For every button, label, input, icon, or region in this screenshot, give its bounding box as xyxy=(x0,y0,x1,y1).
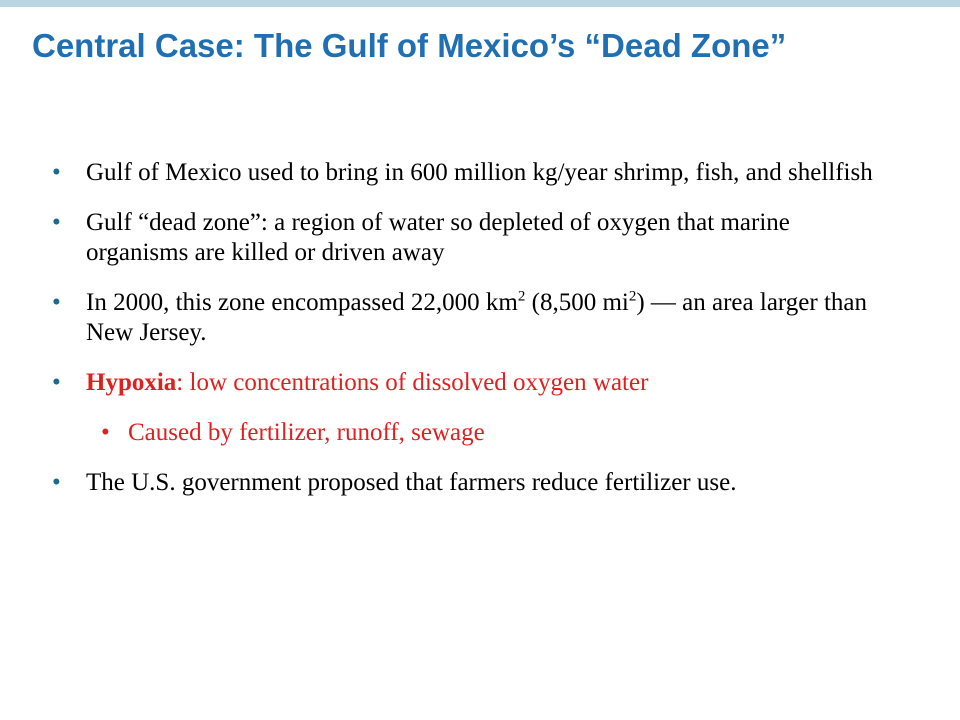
superscript: 2 xyxy=(517,288,526,305)
bullet-text: Gulf of Mexico used to bring in 600 million kg/year shrimp, fish, and shellfish xyxy=(86,159,873,186)
bullet-dot-icon: • xyxy=(101,419,110,446)
bullet-dot-icon: • xyxy=(52,159,61,186)
bullet-dead-zone-definition xyxy=(52,208,892,268)
bullet-text: : low concentrations of dissolved oxygen water xyxy=(176,369,649,396)
slide-title: Central Case: The Gulf of Mexico’s “Dead Zone” xyxy=(32,27,787,64)
bullet-shrimp-harvest xyxy=(52,158,892,188)
bullet-dot-icon: • xyxy=(52,469,61,496)
bullet-text: The U.S. government proposed that farmers reduce fertilizer use. xyxy=(86,469,737,496)
bullet-dot-icon: • xyxy=(52,289,61,316)
bullet-text-part: ) — an area larger than New Jersey. xyxy=(86,289,868,346)
bullet-text-part: (8,500 mi xyxy=(525,289,629,316)
bullet-text-part: In 2000, this zone encompassed 22,000 km xyxy=(86,289,518,316)
bullet-text: Caused by fertilizer, runoff, sewage xyxy=(128,419,485,446)
bullet-dot-icon: • xyxy=(52,209,61,236)
bullet-hypoxia xyxy=(52,368,892,398)
hypoxia-term: Hypoxia xyxy=(86,369,177,396)
bullet-dot-icon: • xyxy=(52,369,61,396)
sub-bullet-causes xyxy=(52,418,892,448)
top-accent-bar xyxy=(0,0,960,7)
bullet-list xyxy=(52,158,892,518)
superscript: 2 xyxy=(628,288,637,305)
bullet-text: Gulf “dead zone”: a region of water so depleted of oxygen that marine organisms are killed or driven away xyxy=(86,209,790,266)
bullet-government-proposal xyxy=(52,468,892,498)
bullet-zone-area xyxy=(52,288,892,348)
